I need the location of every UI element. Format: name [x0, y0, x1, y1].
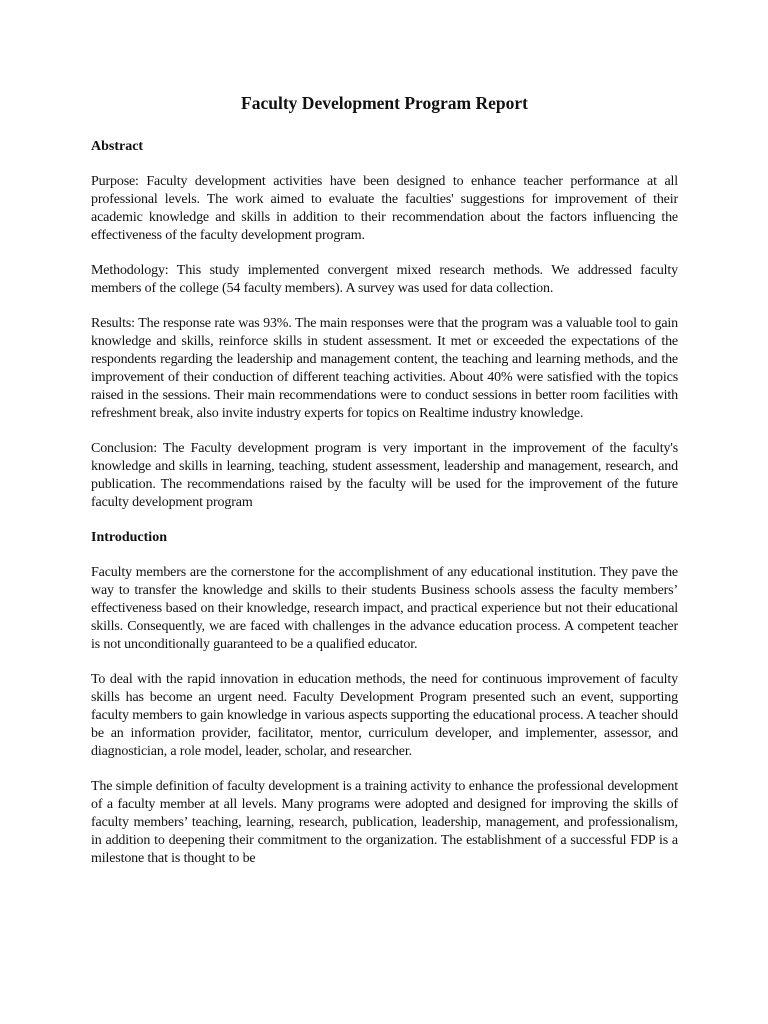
introduction-paragraph: To deal with the rapid innovation in education methods, the need for continuous improvement of faculty skills has become an urgent need. Faculty Development Program presented such an event, supporting faculty members to gain knowledge in various aspects supporting the educational process. A teacher should be an information provider, facilitator, mentor, curriculum developer, and implementer, assessor, and diagnostician, a role model, leader, scholar, and researcher. [91, 672, 678, 759]
abstract-purpose-paragraph: Purpose: Faculty development activities have been designed to enhance teacher performance at all professional levels. The work aimed to evaluate the faculties' suggestions for improvement of their academic knowledge and skills in addition to their recommendation about the factors influencing the effectiveness of the faculty development program. [91, 174, 678, 243]
abstract-results-paragraph: Results: The response rate was 93%. The main responses were that the program was a valuable tool to gain knowledge and skills, reinforce skills in student assessment. It met or exceeded the expectations of the respondents regarding the leadership and management content, the teaching and learning methods, and the improvement of their conduction of different teaching activities. About 40% were satisfied with the topics raised in the sessions. Their main recommendations were to conduct sessions in better room facilities with refreshment break, also invite industry experts for topics on Realtime industry knowledge. [91, 316, 678, 421]
introduction-heading: Introduction [91, 530, 167, 545]
abstract-heading: Abstract [91, 139, 144, 154]
abstract-methodology-paragraph: Methodology: This study implemented convergent mixed research methods. We addressed faculty members of the college (54 faculty members). A survey was used for data collection. [91, 263, 678, 296]
abstract-section [91, 138, 678, 512]
introduction-paragraph: The simple definition of faculty development is a training activity to enhance the professional development of a faculty member at all levels. Many programs were adopted and designed for improving the skills of faculty members’ teaching, learning, research, publication, leadership, management, and professionalism, in addition to deepening their commitment to the organization. The establishment of a successful FDP is a milestone that is thought to be [91, 779, 678, 866]
introduction-section [91, 529, 678, 868]
document-title: Faculty Development Program Report [241, 93, 528, 113]
introduction-paragraph: Faculty members are the cornerstone for the accomplishment of any educational institution. They pave the way to transfer the knowledge and skills to their students Business schools assess the faculty members’ effectiveness based on their knowledge, research impact, and practical experience but not their educational skills. Consequently, we are faced with challenges in the advance education process. A competent teacher is not unconditionally guaranteed to be a qualified educator. [91, 565, 678, 652]
document-page [91, 92, 678, 885]
abstract-conclusion-paragraph: Conclusion: The Faculty development program is very important in the improvement of the faculty's knowledge and skills in learning, teaching, student assessment, leadership and management, research, and publication. The recommendations raised by the faculty will be used for the improvement of the future faculty development program [91, 441, 678, 510]
